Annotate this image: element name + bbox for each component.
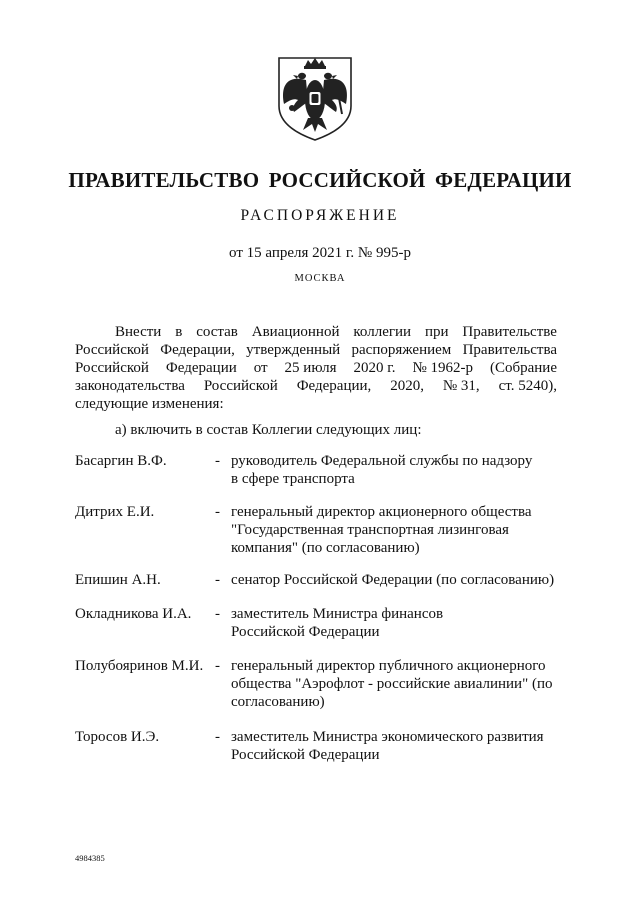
government-title: ПРАВИТЕЛЬСТВО РОССИЙСКОЙ ФЕДЕРАЦИИ	[68, 168, 572, 192]
intro-paragraph	[75, 323, 557, 413]
member-dash: -	[215, 453, 220, 469]
member-dash: -	[215, 606, 220, 622]
member-role: генеральный директор публичного акционерного общества "Аэрофлот - российские авиалинии" (по согласованию)	[231, 658, 553, 710]
member-name: Басаргин В.Ф.	[75, 453, 167, 469]
item-a-text: а) включить в состав Коллегии следующих лиц:	[115, 422, 422, 438]
intro-line: Российской Федерации от 25 июля 2020 г. № 1962-р (Собрание	[75, 360, 557, 376]
document-city: МОСКВА	[294, 273, 346, 284]
document-type: РАСПОРЯЖЕНИЕ	[240, 207, 400, 224]
member-role: заместитель Министра финансов Российской Федерации	[231, 606, 444, 640]
member-name: Епишин А.Н.	[75, 572, 161, 588]
member-name: Окладникова И.А.	[75, 606, 192, 622]
russian-double-headed-eagle-icon	[276, 54, 354, 142]
intro-line: Внести в состав Авиационной коллегии при Правительстве	[115, 324, 557, 340]
member-dash: -	[215, 572, 220, 588]
member-role: сенатор Российской Федерации (по согласованию)	[231, 572, 555, 588]
member-role: заместитель Министра экономического развития Российской Федерации	[231, 729, 544, 763]
member-dash: -	[215, 729, 220, 745]
member-name: Торосов И.Э.	[75, 729, 160, 745]
document-date-number: от 15 апреля 2021 г. № 995-р	[229, 245, 411, 261]
member-dash: -	[215, 504, 220, 520]
document-code: 4984385	[75, 853, 105, 863]
member-role: генеральный директор акционерного общества "Государственная транспортная лизинговая компания" (по согласованию)	[231, 504, 532, 556]
intro-line: следующие изменения:	[75, 396, 224, 412]
member-dash: -	[215, 658, 220, 674]
member-name: Полубояринов М.И.	[75, 658, 204, 674]
member-name: Дитрих Е.И.	[75, 504, 155, 520]
intro-line: Российской Федерации, утвержденный распоряжением Правительства	[75, 342, 557, 358]
intro-line: законодательства Российской Федерации, 2020, № 31, ст. 5240),	[75, 378, 557, 394]
member-role: руководитель Федеральной службы по надзору в сфере транспорта	[231, 453, 533, 487]
